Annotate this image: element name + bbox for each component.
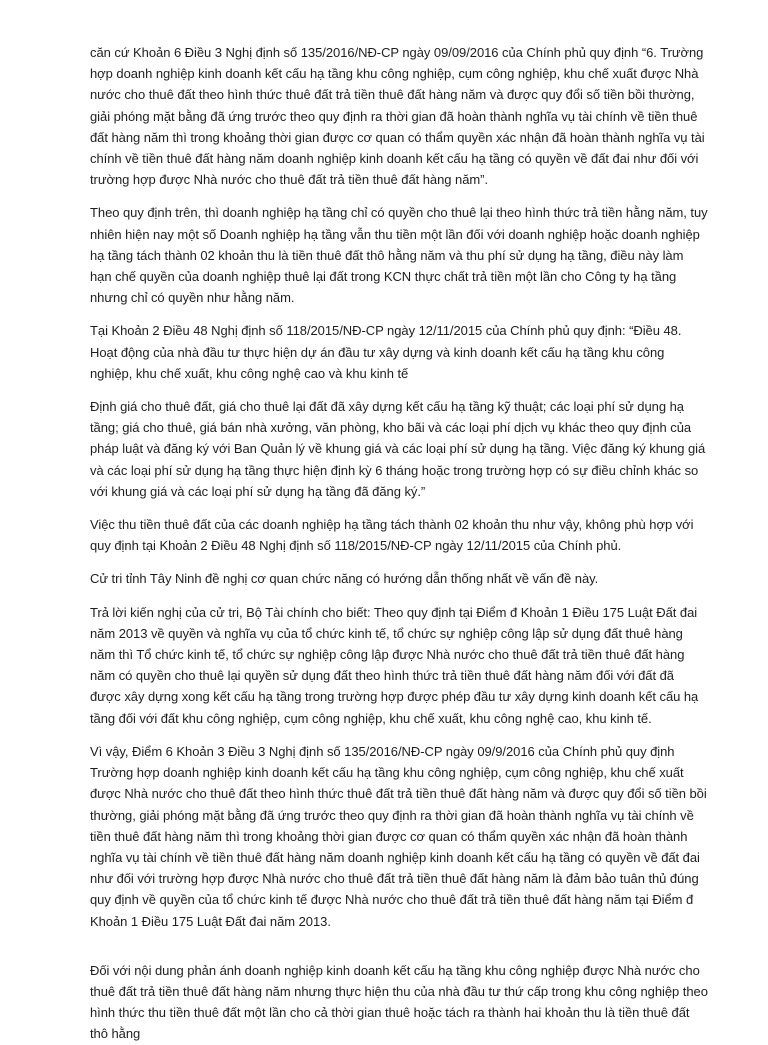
paragraph-5: Việc thu tiền thuê đất của các doanh nghiệp hạ tầng tách thành 02 khoản thu như vậy, không phù hợp với quy định tại Khoản 2 Điều 48 Nghị định số 118/2015/NĐ-CP ngày 12/11/2015 của Chính phủ. bbox=[90, 517, 694, 554]
paragraph-6: Cử tri tỉnh Tây Ninh đề nghị cơ quan chức năng có hướng dẫn thống nhất về vấn đề này. bbox=[90, 571, 599, 587]
paragraph-3: Tại Khoản 2 Điều 48 Nghị định số 118/2015/NĐ-CP ngày 12/11/2015 của Chính phủ quy định: “Điều 48. Hoạt động của nhà đầu tư thực hiện dự án đầu tư xây dựng và kinh doanh kết cấu hạ tầng khu công nghiệp, khu chế xuất, khu công nghệ cao và khu kinh tế bbox=[90, 323, 682, 381]
paragraph-9: Đối với nội dung phản ánh doanh nghiệp kinh doanh kết cấu hạ tầng khu công nghiệp được Nhà nước cho thuê đất trả tiền thuê đất hàng năm nhưng thực hiện thu của nhà đầu tư thứ cấp trong khu công nghiệp theo hình thức thu tiền thuê đất một lần cho cả thời gian thuê hoặc tách ra thành hai khoản thu là tiền thuê đất thô hằng bbox=[90, 962, 708, 1042]
paragraph-1: căn cứ Khoản 6 Điều 3 Nghị định số 135/2016/NĐ-CP ngày 09/09/2016 của Chính phủ quy định “6. Trường hợp doanh nghiệp kinh doanh kết cấu hạ tầng khu công nghiệp, cụm công nghiệp, khu chế xuất được Nhà nước cho thuê đất theo hình thức thuê đất trả tiền thuê đất hàng năm và được quy đổi số tiền bồi thường, giải phóng mặt bằng đã ứng trước theo quy định ra thời gian đã hoàn thành nghĩa vụ tài chính về tiền thuê đất hàng năm thì trong khoảng thời gian được cơ quan có thẩm quyền xác nhận đã hoàn thành nghĩa vụ tài chính về tiền thuê đất hàng năm doanh nghiệp kinh doanh kết cấu hạ tầng có quyền về đất đai như đối với trường hợp được Nhà nước cho thuê đất trả tiền thuê đất hàng năm”. bbox=[90, 45, 705, 188]
paragraph-8: Vì vậy, Điểm 6 Khoản 3 Điều 3 Nghị định số 135/2016/NĐ-CP ngày 09/9/2016 của Chính phủ quy định Trường hợp doanh nghiệp kinh doanh kết cấu hạ tầng khu công nghiệp, cụm công nghiệp, khu chế xuất được Nhà nước cho thuê đất theo hình thức thuê đất trả tiền thuê đất hàng năm và được quy đổi số tiền bồi thường, giải phóng mặt bằng đã ứng trước theo quy định ra thời gian đã hoàn thành nghĩa vụ tài chính về tiền thuê đất hàng năm thì trong khoảng thời gian được cơ quan có thẩm quyền xác nhận đã hoàn thành nghĩa vụ tài chính về tiền thuê đất hàng năm doanh nghiệp kinh doanh kết cấu hạ tầng có quyền về đất đai như đối với trường hợp được Nhà nước cho thuê đất trả tiền thuê đất hàng năm là đảm bảo tuân thủ đúng quy định về quyền của tổ chức kinh tế được Nhà nước cho thuê đất trả tiền thuê đất hàng năm tại Điểm đ Khoản 1 Điều 175 Luật Đất đai năm 2013. bbox=[90, 743, 707, 929]
paragraph-4: Định giá cho thuê đất, giá cho thuê lại đất đã xây dựng kết cấu hạ tầng kỹ thuật; các loại phí sử dụng hạ tầng; giá cho thuê, giá bán nhà xưởng, văn phòng, kho bãi và các loại phí dịch vụ khác theo quy định của pháp luật và đăng ký với Ban Quản lý về khung giá và các loại phí sử dụng hạ tầng. Việc đăng ký khung giá và các loại phí sử dụng hạ tầng thực hiện định kỳ 6 tháng hoặc trong trường hợp có sự điều chỉnh khác so với khung giá và các loại phí sử dụng hạ tầng đã đăng ký.” bbox=[90, 399, 706, 499]
paragraph-2: Theo quy định trên, thì doanh nghiệp hạ tầng chỉ có quyền cho thuê lại theo hình thức trả tiền hằng năm, tuy nhiên hiện nay một số Doanh nghiệp hạ tầng vẫn thu tiền một lần đối với doanh nghiệp hoặc doanh nghiệp hạ tầng tách thành 02 khoản thu là tiền thuê đất thô hằng năm và thu phí sử dụng hạ tầng, điều này làm hạn chế quyền của doanh nghiệp thuê lại đất trong KCN thực chất trả tiền một lần cho Công ty hạ tầng nhưng chỉ có quyền như hằng năm. bbox=[90, 205, 708, 306]
paragraph-7: Trả lời kiến nghị của cử tri, Bộ Tài chính cho biết: Theo quy định tại Điểm đ Khoản 1 Điều 175 Luật Đất đai năm 2013 về quyền và nghĩa vụ của tổ chức kinh tế, tổ chức sự nghiệp công lập sử dụng đất thuê hàng năm thì Tổ chức kinh tế, tổ chức sự nghiệp công lập được Nhà nước cho thuê đất trả tiền thuê đất hàng năm có quyền cho thuê lại quyền sử dụng đất theo hình thức trả tiền thuê đất hàng năm đối với đất đã được xây dựng xong kết cấu hạ tầng trong trường hợp được phép đầu tư xây dựng kinh doanh kết cấu hạ tầng đối với đất khu công nghiệp, cụm công nghiệp, khu chế xuất, khu công nghệ cao, khu kinh tế. bbox=[90, 604, 699, 726]
